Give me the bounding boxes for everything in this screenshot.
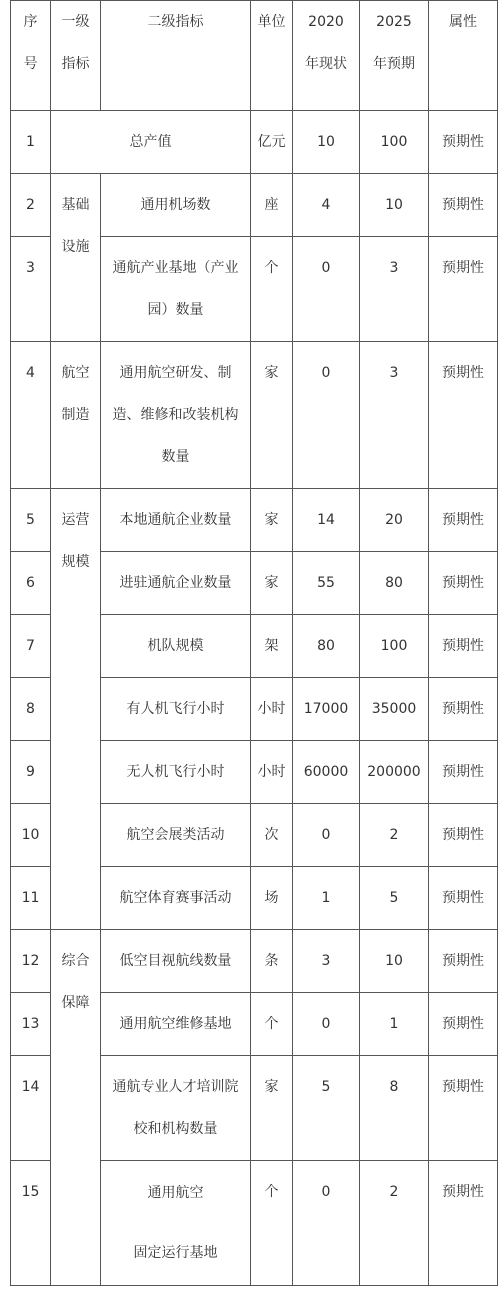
- header-level1: 一级指标: [51, 1, 101, 111]
- row-attr: 预期性: [429, 111, 498, 174]
- row-2025: 80: [360, 552, 429, 615]
- row-attr: 预期性: [429, 930, 498, 993]
- row-2025: 10: [360, 930, 429, 993]
- row-name: [101, 1161, 251, 1286]
- row-attr: 预期性: [429, 237, 498, 342]
- row-name: 总产值: [51, 111, 251, 174]
- row-name: 通航专业人才培训院校和机构数量: [101, 1056, 251, 1161]
- row-2025: 1: [360, 993, 429, 1056]
- row-no: 15: [11, 1161, 51, 1286]
- row-unit: 条: [251, 930, 293, 993]
- row-attr: 预期性: [429, 867, 498, 930]
- row-unit: 家: [251, 342, 293, 489]
- row-no: 7: [11, 615, 51, 678]
- row-name: 无人机飞行小时: [101, 741, 251, 804]
- row-no: 3: [11, 237, 51, 342]
- row-no: 11: [11, 867, 51, 930]
- row-unit: 亿元: [251, 111, 293, 174]
- row-attr: 预期性: [429, 993, 498, 1056]
- row-unit: 架: [251, 615, 293, 678]
- row-unit: 场: [251, 867, 293, 930]
- row-no: 4: [11, 342, 51, 489]
- row-2020: 0: [293, 342, 360, 489]
- table-row: [11, 930, 498, 993]
- header-level2: 二级指标: [101, 1, 251, 111]
- row-2020: 17000: [293, 678, 360, 741]
- row-2020: 55: [293, 552, 360, 615]
- row-name: 通用机场数: [101, 174, 251, 237]
- row-2025: 200000: [360, 741, 429, 804]
- row-2025: 10: [360, 174, 429, 237]
- row-no: 12: [11, 930, 51, 993]
- header-2020: 2020年现状: [293, 1, 360, 111]
- row-no: 13: [11, 993, 51, 1056]
- row-attr: 预期性: [429, 552, 498, 615]
- row-unit: 座: [251, 174, 293, 237]
- row-attr: 预期性: [429, 1056, 498, 1161]
- row-unit: 家: [251, 1056, 293, 1161]
- row-unit: 家: [251, 489, 293, 552]
- group-manufacturing: 航空制造: [51, 342, 101, 489]
- row-2020: 0: [293, 993, 360, 1056]
- row-unit: 次: [251, 804, 293, 867]
- row-name: 低空目视航线数量: [101, 930, 251, 993]
- row-2020: 0: [293, 804, 360, 867]
- header-2025: 2025年预期: [360, 1, 429, 111]
- table-row: [11, 342, 498, 489]
- row-2025: 100: [360, 615, 429, 678]
- row-name: 通用航空维修基地: [101, 993, 251, 1056]
- header-seq: 序号: [11, 1, 51, 111]
- group-support: 综合保障: [51, 930, 101, 1286]
- row-2025: 3: [360, 237, 429, 342]
- row-unit: 家: [251, 552, 293, 615]
- row-attr: 预期性: [429, 174, 498, 237]
- table-row: [11, 174, 498, 237]
- row-2025: 2: [360, 804, 429, 867]
- row-no: 1: [11, 111, 51, 174]
- row-attr: 预期性: [429, 804, 498, 867]
- row-attr: 预期性: [429, 489, 498, 552]
- row-name: 通用航空研发、制造、维修和改装机构数量: [101, 342, 251, 489]
- row-2025: 8: [360, 1056, 429, 1161]
- row-2025: 5: [360, 867, 429, 930]
- row-no: 10: [11, 804, 51, 867]
- row-2020: 80: [293, 615, 360, 678]
- row-unit: 小时: [251, 678, 293, 741]
- row-name: 有人机飞行小时: [101, 678, 251, 741]
- row-no: 5: [11, 489, 51, 552]
- row-attr: 预期性: [429, 342, 498, 489]
- row-name: 本地通航企业数量: [101, 489, 251, 552]
- row-no: 6: [11, 552, 51, 615]
- row-2020: 0: [293, 1161, 360, 1286]
- row-2025: 20: [360, 489, 429, 552]
- header-row: [11, 1, 498, 111]
- table-row: [11, 111, 498, 174]
- table-row: [11, 489, 498, 552]
- row-2020: 60000: [293, 741, 360, 804]
- row-unit: 个: [251, 993, 293, 1056]
- row-name: 通航产业基地（产业园）数量: [101, 237, 251, 342]
- row-unit: 个: [251, 237, 293, 342]
- row-2020: 10: [293, 111, 360, 174]
- row-name: 进驻通航企业数量: [101, 552, 251, 615]
- row-2020: 4: [293, 174, 360, 237]
- row-attr: 预期性: [429, 615, 498, 678]
- header-attribute: 属性: [429, 1, 498, 111]
- row-name: 机队规模: [101, 615, 251, 678]
- row-attr: 预期性: [429, 678, 498, 741]
- indicator-table: [10, 0, 498, 1286]
- group-operations: 运营规模: [51, 489, 101, 930]
- row-2025: 3: [360, 342, 429, 489]
- row-name: 航空体育赛事活动: [101, 867, 251, 930]
- row-unit: 个: [251, 1161, 293, 1286]
- row-2025: 2: [360, 1161, 429, 1286]
- row-2025: 100: [360, 111, 429, 174]
- row-2020: 0: [293, 237, 360, 342]
- row-2020: 14: [293, 489, 360, 552]
- row-attr: 预期性: [429, 1161, 498, 1286]
- row-name: 航空会展类活动: [101, 804, 251, 867]
- header-unit: 单位: [251, 1, 293, 111]
- row-name-line2: 固定运行基地: [133, 1245, 218, 1261]
- row-2025: 35000: [360, 678, 429, 741]
- row-name-line1: 通用航空: [147, 1185, 204, 1201]
- row-unit: 小时: [251, 741, 293, 804]
- row-2020: 1: [293, 867, 360, 930]
- row-no: 2: [11, 174, 51, 237]
- group-infrastructure: 基础设施: [51, 174, 101, 342]
- row-no: 8: [11, 678, 51, 741]
- row-2020: 5: [293, 1056, 360, 1161]
- row-attr: 预期性: [429, 741, 498, 804]
- row-no: 9: [11, 741, 51, 804]
- row-2020: 3: [293, 930, 360, 993]
- row-no: 14: [11, 1056, 51, 1161]
